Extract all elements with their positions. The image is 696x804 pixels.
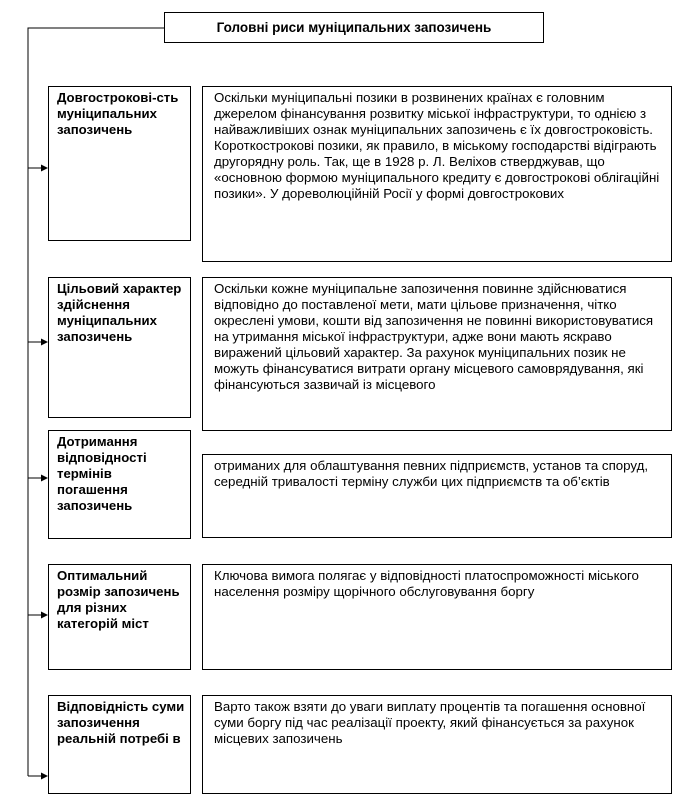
category-box-long-term — [48, 86, 191, 241]
description-box-optimal-size — [202, 564, 672, 670]
description-box-long-term — [202, 86, 672, 262]
arrow-icon — [41, 773, 48, 780]
description-text: отриманих для облаштування певних підприємств, установ та споруд, середній тривалості терміну служби цих підприємств та об’єктів — [214, 458, 649, 489]
description-text: Варто також взяти до уваги виплату процентів та погашення основної суми боргу під час реалізації проекту, який фінансується за рахунок місцевих запозичень — [214, 699, 646, 746]
description-text: Ключова вимога полягає у відповідності платоспроможності міського населення розміру щорічного обслуговування боргу — [214, 568, 639, 599]
description-text: Оскільки кожне муніципальне запозичення повинне здійснюватися відповідно до поставленої мети, мати цільове призначення, чітко окреслені умови, кошти від запозичення не повинні використовуватися на утримання міської інфраструктури, адже вони мають яскраво виражений цільовий характер. За рахунок муніципальних позик не можуть фінансуватися витрати органу місцевого самоврядування, які фінансуються зазвичай із місцевого — [214, 281, 654, 392]
arrow-icon — [41, 339, 48, 346]
diagram-title: Головні риси муніципальних запозичень — [164, 12, 544, 43]
category-box-targeted — [48, 277, 191, 418]
category-label: Цільовий характер здійснення муніципальних запозичень — [57, 281, 182, 344]
category-box-amount-correspondence — [48, 695, 191, 794]
category-label: Оптимальний розмір запозичень для різних категорій міст — [57, 568, 180, 631]
category-label: Відповідність суми запозичення реальній потребі в — [57, 699, 185, 746]
arrow-icon — [41, 475, 48, 482]
category-label: Довгострокові-сть муніципальних запозичень — [57, 90, 179, 137]
description-box-targeted — [202, 277, 672, 431]
description-box-amount-correspondence — [202, 695, 672, 794]
category-label: Дотримання відповідності термінів погашення запозичень — [57, 434, 147, 513]
category-box-repayment-terms — [48, 430, 191, 539]
category-box-optimal-size — [48, 564, 191, 670]
description-text: Оскільки муніципальні позики в розвинених країнах є головним джерелом фінансування розвитку міської інфраструктури, то однією з найважливіших ознак муніципальних запозичень є їх довгостроковість. Короткострокові позики, як правило, в міському господарстві відіграють другорядну роль. Так, ще в 1928 р. Л. Веліхов стверджував, що «основною формою муніципального кредиту є довгострокові облігаційні позики». У дореволюційній Росії у формі довгострокових — [214, 90, 660, 201]
arrow-icon — [41, 612, 48, 619]
description-box-repayment-terms — [202, 454, 672, 538]
arrow-icon — [41, 165, 48, 172]
